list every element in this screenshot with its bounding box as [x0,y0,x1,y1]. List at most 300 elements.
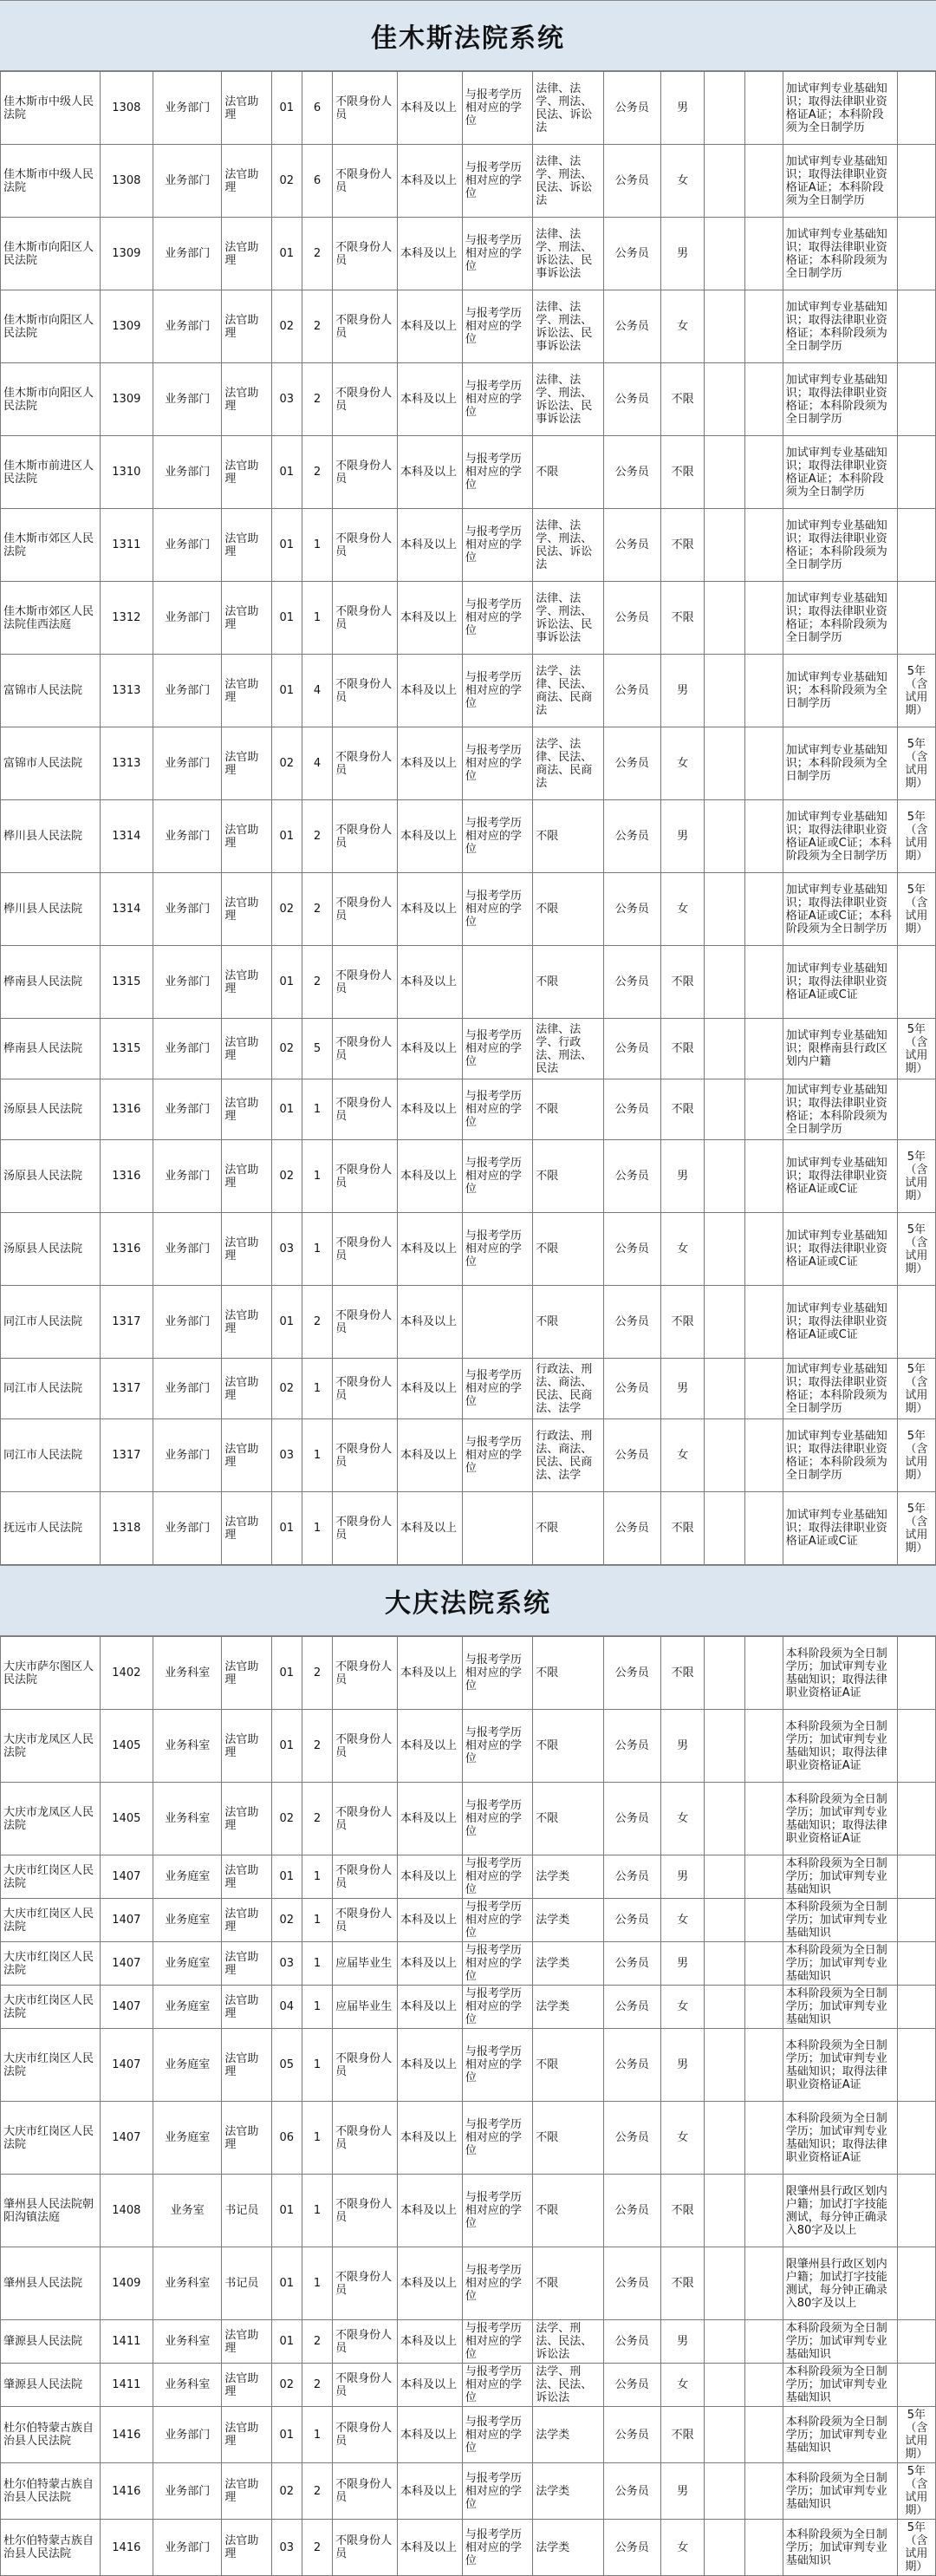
unit-cell: 汤原县人民法院 [1,1140,101,1213]
major-cell: 法学、法律、民法、商法、民商法 [533,655,603,727]
extra-cell [744,436,783,509]
post-code-cell: 03 [271,2520,302,2576]
unit-cell: 大庆市红岗区人民法院 [1,1899,101,1942]
table-row [1,1783,936,1855]
identity-cell: 不限身份人员 [333,946,398,1019]
edu-cell: 本科及以上 [397,873,462,946]
identity-cell: 不限身份人员 [333,1783,398,1855]
table-row [1,1079,936,1140]
code-cell: 1309 [100,218,153,290]
major-cell: 不限 [533,2247,603,2320]
remark-cell: 本科阶段须为全日制学历；加试审判专业基础知识 [783,2463,897,2520]
extra-cell [744,2175,783,2247]
code-cell: 1312 [100,582,153,655]
post-cell: 法官助理 [222,1710,271,1783]
extra-cell [744,800,783,873]
code-cell: 1416 [100,2520,153,2576]
identity-cell: 不限身份人员 [333,2102,398,2175]
unit-cell: 肇州县人民法院 [1,2247,101,2320]
extra-cell [705,2364,744,2407]
num-cell: 1 [302,1986,332,2029]
edu-cell: 本科及以上 [397,2520,462,2576]
table-row [1,1140,936,1213]
post-cell: 法官助理 [222,1213,271,1286]
extra-cell [744,2463,783,2520]
gender-cell: 不限 [660,946,705,1019]
dept-cell: 业务部门 [153,1286,222,1359]
remark-cell: 加试审判专业基础知识；取得法律职业资格证A证或C证 [783,1492,897,1565]
dept-cell: 业务部门 [153,2407,222,2463]
table-row [1,2320,936,2364]
identity-cell: 不限身份人员 [333,509,398,582]
post-code-cell: 01 [271,655,302,727]
degree-cell: 与报考学历相对应的学位 [462,1079,532,1140]
extra-cell [744,1079,783,1140]
extra-cell [744,946,783,1019]
code-cell: 1311 [100,509,153,582]
major-cell: 法律、法学、刑法、民法、诉讼法 [533,145,603,218]
num-cell: 2 [302,2320,332,2364]
dept-cell: 业务部门 [153,218,222,290]
post-cell: 法官助理 [222,1855,271,1899]
unit-cell: 肇州县人民法院朝阳沟镇法庭 [1,2175,101,2247]
unit-cell: 抚远市人民法院 [1,1492,101,1565]
identity-cell: 不限身份人员 [333,2364,398,2407]
major-cell: 不限 [533,800,603,873]
post-cell: 法官助理 [222,873,271,946]
num-cell: 1 [302,582,332,655]
major-cell: 法律、法学、行政法、刑法、民法 [533,1019,603,1079]
major-cell: 行政法、刑法、商法、民法、民商法、法学 [533,1419,603,1492]
service-cell [897,72,935,145]
post-cell: 法官助理 [222,1019,271,1079]
unit-cell: 同江市人民法院 [1,1286,101,1359]
degree-cell: 与报考学历相对应的学位 [462,2520,532,2576]
post-code-cell: 03 [271,1942,302,1986]
unit-cell: 大庆市红岗区人民法院 [1,2029,101,2102]
dept-cell: 业务部门 [153,1213,222,1286]
dept-cell: 业务庭室 [153,1855,222,1899]
remark-cell: 加试审判专业基础知识；取得法律职业资格证A证或C证 [783,1140,897,1213]
extra-cell [705,2463,744,2520]
num-cell: 4 [302,655,332,727]
post-code-cell: 06 [271,2102,302,2175]
num-cell: 1 [302,2407,332,2463]
code-cell: 1402 [100,1637,153,1710]
gender-cell: 不限 [660,1637,705,1710]
num-cell: 1 [302,1899,332,1942]
degree-cell: 与报考学历相对应的学位 [462,2407,532,2463]
nature-cell: 公务员 [603,2520,660,2576]
unit-cell: 佳木斯市中级人民法院 [1,72,101,145]
remark-cell: 本科阶段须为全日制学历；加试审判专业基础知识 [783,1899,897,1942]
num-cell: 2 [302,2463,332,2520]
identity-cell: 不限身份人员 [333,1286,398,1359]
edu-cell: 本科及以上 [397,2463,462,2520]
post-code-cell: 01 [271,72,302,145]
degree-cell: 与报考学历相对应的学位 [462,1419,532,1492]
code-cell: 1315 [100,1019,153,1079]
remark-cell: 加试审判专业基础知识；取得法律职业资格证A证；本科阶段须为全日制学历 [783,436,897,509]
dept-cell: 业务部门 [153,145,222,218]
degree-cell [462,1492,532,1565]
service-cell: 5年（含试用期） [897,2520,935,2576]
code-cell: 1405 [100,1710,153,1783]
degree-cell: 与报考学历相对应的学位 [462,2364,532,2407]
dept-cell: 业务部门 [153,2520,222,2576]
post-code-cell: 01 [271,218,302,290]
post-cell: 法官助理 [222,2364,271,2407]
service-cell: 5年（含试用期） [897,655,935,727]
table-row [1,2029,936,2102]
post-code-cell: 01 [271,509,302,582]
gender-cell: 男 [660,655,705,727]
service-cell [897,218,935,290]
table-row [1,1986,936,2029]
post-code-cell: 01 [271,1079,302,1140]
extra-cell [705,1492,744,1565]
code-cell: 1405 [100,1783,153,1855]
post-cell: 法官助理 [222,1986,271,2029]
extra-cell [744,2029,783,2102]
degree-cell: 与报考学历相对应的学位 [462,873,532,946]
major-cell: 不限 [533,1140,603,1213]
dept-cell: 业务部门 [153,873,222,946]
positions-table-daqing [0,1636,936,2576]
edu-cell: 本科及以上 [397,582,462,655]
degree-cell [462,946,532,1019]
table-row [1,1019,936,1079]
unit-cell: 佳木斯市向阳区人民法院 [1,218,101,290]
num-cell: 5 [302,1019,332,1079]
num-cell: 1 [302,1079,332,1140]
gender-cell: 不限 [660,582,705,655]
table-row [1,2463,936,2520]
unit-cell: 桦南县人民法院 [1,946,101,1019]
identity-cell: 应届毕业生 [333,1986,398,2029]
post-code-cell: 01 [271,2320,302,2364]
post-cell: 法官助理 [222,1079,271,1140]
gender-cell: 女 [660,2364,705,2407]
code-cell: 1407 [100,2102,153,2175]
major-cell: 法学类 [533,2407,603,2463]
gender-cell: 男 [660,1942,705,1986]
identity-cell: 不限身份人员 [333,800,398,873]
degree-cell: 与报考学历相对应的学位 [462,1710,532,1783]
num-cell: 2 [302,363,332,436]
dept-cell: 业务部门 [153,1079,222,1140]
extra-cell [744,1019,783,1079]
remark-cell: 加试审判专业基础知识；取得法律职业资格证；本科阶段须为全日制学历 [783,218,897,290]
identity-cell: 不限身份人员 [333,1855,398,1899]
gender-cell: 男 [660,1140,705,1213]
post-code-cell: 01 [271,1637,302,1710]
extra-cell [705,72,744,145]
post-cell: 法官助理 [222,1140,271,1213]
service-cell: 5年（含试用期） [897,1492,935,1565]
remark-cell: 加试审判专业基础知识；取得法律职业资格证A证；本科阶段须为全日制学历 [783,72,897,145]
unit-cell: 富锦市人民法院 [1,655,101,727]
post-code-cell: 03 [271,363,302,436]
dept-cell: 业务科室 [153,2364,222,2407]
extra-cell [705,1286,744,1359]
degree-cell: 与报考学历相对应的学位 [462,2320,532,2364]
service-cell: 5年（含试用期） [897,2463,935,2520]
nature-cell: 公务员 [603,290,660,363]
post-code-cell: 01 [271,800,302,873]
code-cell: 1308 [100,145,153,218]
num-cell: 1 [302,2247,332,2320]
major-cell: 法学类 [533,1899,603,1942]
extra-cell [744,218,783,290]
extra-cell [705,2247,744,2320]
extra-cell [744,2364,783,2407]
remark-cell: 加试审判专业基础知识；取得法律职业资格证；本科阶段须为全日制学历 [783,290,897,363]
nature-cell: 公务员 [603,1899,660,1942]
code-cell: 1316 [100,1140,153,1213]
table-row [1,800,936,873]
remark-cell: 本科阶段须为全日制学历；加试审判专业基础知识 [783,1942,897,1986]
identity-cell: 不限身份人员 [333,2029,398,2102]
unit-cell: 杜尔伯特蒙古族自治县人民法院 [1,2463,101,2520]
num-cell: 2 [302,1637,332,1710]
dept-cell: 业务部门 [153,946,222,1019]
unit-cell: 桦川县人民法院 [1,800,101,873]
extra-cell [705,1855,744,1899]
dept-cell: 业务部门 [153,509,222,582]
nature-cell: 公务员 [603,1855,660,1899]
identity-cell: 不限身份人员 [333,2463,398,2520]
gender-cell: 不限 [660,2175,705,2247]
identity-cell: 不限身份人员 [333,72,398,145]
edu-cell: 本科及以上 [397,1359,462,1419]
post-cell: 法官助理 [222,2102,271,2175]
post-code-cell: 02 [271,2463,302,2520]
edu-cell: 本科及以上 [397,2407,462,2463]
unit-cell: 大庆市萨尔图区人民法院 [1,1637,101,1710]
degree-cell: 与报考学历相对应的学位 [462,436,532,509]
degree-cell: 与报考学历相对应的学位 [462,145,532,218]
table-row [1,218,936,290]
edu-cell: 本科及以上 [397,2102,462,2175]
nature-cell: 公务员 [603,145,660,218]
nature-cell: 公务员 [603,2364,660,2407]
extra-cell [705,509,744,582]
extra-cell [705,2520,744,2576]
post-code-cell: 01 [271,1710,302,1783]
remark-cell: 本科阶段须为全日制学历；加试审判专业基础知识；取得法律职业资格证A证 [783,1710,897,1783]
service-cell [897,145,935,218]
gender-cell: 男 [660,1359,705,1419]
unit-cell: 肇源县人民法院 [1,2364,101,2407]
edu-cell: 本科及以上 [397,290,462,363]
num-cell: 1 [302,509,332,582]
extra-cell [705,2175,744,2247]
gender-cell: 男 [660,800,705,873]
post-code-cell: 02 [271,1899,302,1942]
table-row [1,1637,936,1710]
service-cell [897,946,935,1019]
degree-cell: 与报考学历相对应的学位 [462,582,532,655]
section-header-jiamusi [0,0,936,71]
dept-cell: 业务部门 [153,2463,222,2520]
unit-cell: 佳木斯市郊区人民法院佳西法庭 [1,582,101,655]
extra-cell [705,436,744,509]
remark-cell: 限肇州县行政区划内户籍；加试打字技能测试，每分钟正确录入80字及以上 [783,2175,897,2247]
unit-cell: 同江市人民法院 [1,1419,101,1492]
remark-cell: 加试审判专业基础知识；取得法律职业资格证；本科阶段须为全日制学历 [783,1079,897,1140]
extra-cell [744,72,783,145]
code-cell: 1313 [100,727,153,800]
edu-cell: 本科及以上 [397,1986,462,2029]
num-cell: 1 [302,2029,332,2102]
identity-cell: 不限身份人员 [333,2175,398,2247]
major-cell: 不限 [533,2102,603,2175]
service-cell: 5年（含试用期） [897,1359,935,1419]
post-cell: 法官助理 [222,1419,271,1492]
nature-cell: 公务员 [603,1419,660,1492]
unit-cell: 大庆市红岗区人民法院 [1,1855,101,1899]
major-cell: 不限 [533,1637,603,1710]
nature-cell: 公务员 [603,800,660,873]
remark-cell: 本科阶段须为全日制学历；加试审判专业基础知识 [783,2407,897,2463]
extra-cell [705,873,744,946]
table-row [1,509,936,582]
nature-cell: 公务员 [603,2102,660,2175]
nature-cell: 公务员 [603,1019,660,1079]
service-cell [897,1855,935,1899]
num-cell: 1 [302,1419,332,1492]
remark-cell: 本科阶段须为全日制学历；加试审判专业基础知识；取得法律职业资格证A证 [783,1783,897,1855]
edu-cell: 本科及以上 [397,1213,462,1286]
code-cell: 1407 [100,1986,153,2029]
post-cell: 法官助理 [222,655,271,727]
table-row [1,582,936,655]
num-cell: 2 [302,218,332,290]
post-code-cell: 02 [271,1140,302,1213]
extra-cell [744,290,783,363]
degree-cell: 与报考学历相对应的学位 [462,1140,532,1213]
service-cell [897,2029,935,2102]
degree-cell: 与报考学历相对应的学位 [462,2029,532,2102]
extra-cell [744,1855,783,1899]
post-cell: 法官助理 [222,946,271,1019]
gender-cell: 不限 [660,1019,705,1079]
remark-cell: 加试审判专业基础知识；取得法律职业资格证；本科阶段须为全日制学历 [783,1419,897,1492]
major-cell: 法学类 [533,1986,603,2029]
gender-cell: 不限 [660,2247,705,2320]
remark-cell: 加试审判专业基础知识；限桦南县行政区划内户籍 [783,1019,897,1079]
extra-cell [744,1899,783,1942]
post-code-cell: 02 [271,1019,302,1079]
table-row [1,145,936,218]
dept-cell: 业务部门 [153,582,222,655]
extra-cell [705,1986,744,2029]
major-cell: 法学类 [533,2520,603,2576]
remark-cell: 本科阶段须为全日制学历；加试审判专业基础知识；取得法律职业资格证A证 [783,2029,897,2102]
identity-cell: 不限身份人员 [333,2407,398,2463]
num-cell: 2 [302,1783,332,1855]
post-cell: 法官助理 [222,436,271,509]
table-row [1,1710,936,1783]
section-header-daqing [0,1565,936,1636]
service-cell: 5年（含试用期） [897,800,935,873]
major-cell: 不限 [533,436,603,509]
post-cell: 法官助理 [222,509,271,582]
post-cell: 法官助理 [222,1899,271,1942]
edu-cell: 本科及以上 [397,1637,462,1710]
identity-cell: 不限身份人员 [333,1213,398,1286]
unit-cell: 富锦市人民法院 [1,727,101,800]
major-cell: 法学、刑法、民法、诉讼法 [533,2320,603,2364]
major-cell: 不限 [533,1213,603,1286]
major-cell: 不限 [533,1492,603,1565]
gender-cell: 男 [660,72,705,145]
extra-cell [705,363,744,436]
service-cell [897,582,935,655]
extra-cell [744,2520,783,2576]
post-code-cell: 01 [271,2247,302,2320]
nature-cell: 公务员 [603,582,660,655]
nature-cell: 公务员 [603,1710,660,1783]
extra-cell [744,1359,783,1419]
service-cell [897,1986,935,2029]
edu-cell: 本科及以上 [397,363,462,436]
extra-cell [705,2320,744,2364]
table-row [1,1213,936,1286]
post-code-cell: 03 [271,1419,302,1492]
code-cell: 1310 [100,436,153,509]
gender-cell: 不限 [660,509,705,582]
post-code-cell: 02 [271,727,302,800]
service-cell: 5年（含试用期） [897,727,935,800]
dept-cell: 业务部门 [153,290,222,363]
identity-cell: 不限身份人员 [333,1140,398,1213]
code-cell: 1316 [100,1079,153,1140]
major-cell: 行政法、刑法、商法、民法、民商法、法学 [533,1359,603,1419]
remark-cell: 加试审判专业基础知识；取得法律职业资格证；本科阶段须为全日制学历 [783,582,897,655]
post-cell: 法官助理 [222,2520,271,2576]
post-code-cell: 01 [271,1286,302,1359]
major-cell: 法律、法学、刑法、诉讼法、民事诉讼法 [533,582,603,655]
table-row [1,2102,936,2175]
post-cell: 法官助理 [222,727,271,800]
post-cell: 法官助理 [222,363,271,436]
post-cell: 法官助理 [222,582,271,655]
degree-cell: 与报考学历相对应的学位 [462,1783,532,1855]
identity-cell: 不限身份人员 [333,1079,398,1140]
remark-cell: 本科阶段须为全日制学历；加试审判专业基础知识 [783,2320,897,2364]
extra-cell [744,1286,783,1359]
nature-cell: 公务员 [603,727,660,800]
code-cell: 1318 [100,1492,153,1565]
identity-cell: 不限身份人员 [333,218,398,290]
edu-cell: 本科及以上 [397,800,462,873]
table-row [1,290,936,363]
service-cell: 5年（含试用期） [897,1140,935,1213]
extra-cell [744,1942,783,1986]
table-row [1,72,936,145]
remark-cell: 加试审判专业基础知识；取得法律职业资格证；本科阶段须为全日制学历 [783,509,897,582]
unit-cell: 佳木斯市前进区人民法院 [1,436,101,509]
extra-cell [744,1213,783,1286]
edu-cell: 本科及以上 [397,1783,462,1855]
code-cell: 1309 [100,363,153,436]
nature-cell: 公务员 [603,509,660,582]
nature-cell: 公务员 [603,655,660,727]
dept-cell: 业务部门 [153,1019,222,1079]
major-cell: 不限 [533,1079,603,1140]
